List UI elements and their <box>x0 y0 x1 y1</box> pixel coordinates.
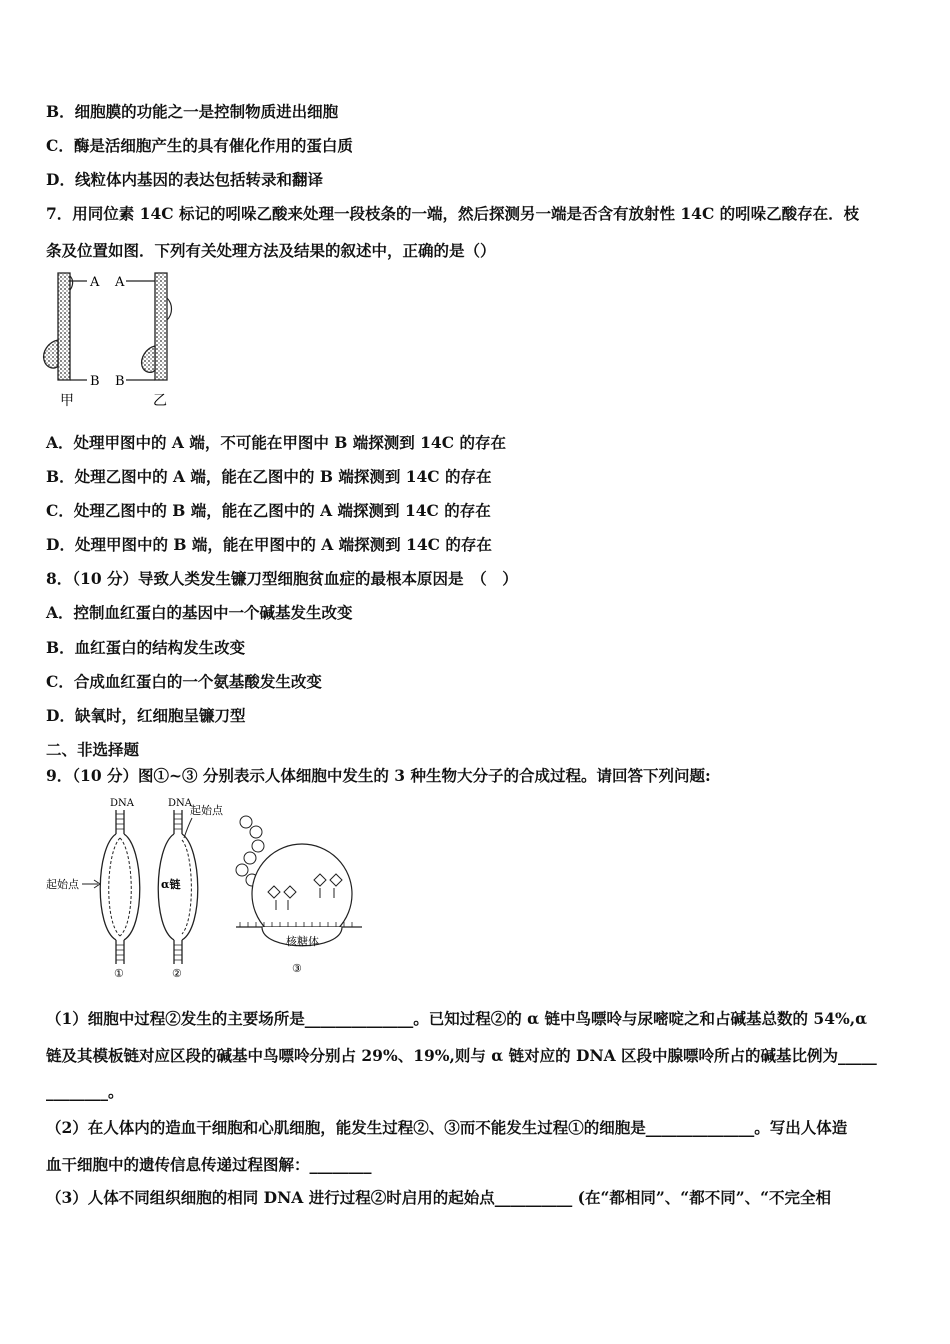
q7-option-a: A．处理甲图中的 A 端，不可能在甲图中 B 端探测到 14C 的存在 <box>46 433 506 452</box>
dna-label-2: DNA <box>168 798 192 809</box>
q9-part2-line2: 血干细胞中的遗传信息传递过程图解：________ <box>46 1155 372 1174</box>
q9-part1-line2: 链及其模板链对应区段的碱基中鸟嘌呤分别占 29%、19%,则与 α 链对应的 DNA 区段中腺嘌呤所占的碱基比例为_____ <box>46 1046 877 1065</box>
q9-part3-line1: （3）人体不同组织细胞的相同 DNA 进行过程②时启用的起始点__________ (在“都相同”、“都不同”、“不完全相 <box>46 1188 832 1207</box>
transcription-diagram <box>158 798 224 980</box>
q7-stem-line2: 条及位置如图．下列有关处理方法及结果的叙述中，正确的是（） <box>46 241 496 260</box>
q9-part2-line1: （2）在人体内的造血干细胞和心肌细胞，能发生过程②、③而不能发生过程①的细胞是______________。写出人体造 <box>46 1118 848 1137</box>
q7-option-d: D．处理甲图中的 B 端，能在甲图中的 A 端探测到 14C 的存在 <box>46 535 492 554</box>
q8-option-a: A．控制血红蛋白的基因中一个碱基发生改变 <box>46 603 353 622</box>
figure-number-2: ② <box>172 967 182 980</box>
q6-option-c: C．酶是活细胞产生的具有催化作用的蛋白质 <box>46 136 353 155</box>
origin-label-top: 起始点 <box>190 804 223 817</box>
label-b-jia: B <box>90 374 100 389</box>
q8-option-b: B．血红蛋白的结构发生改变 <box>46 638 246 657</box>
label-a-yi: A <box>115 275 125 290</box>
q8-stem: 8．（10 分）导致人类发生镰刀型细胞贫血症的最根本原因是 （ ） <box>46 569 518 588</box>
label-a-jia: A <box>90 275 100 290</box>
alpha-chain-label: α链 <box>161 878 181 891</box>
ribosome-label: 核糖体 <box>286 935 319 948</box>
caption-yi: 乙 <box>153 393 167 409</box>
replication-diagram <box>46 798 140 980</box>
branch-yi <box>142 273 172 380</box>
figure-number-1: ① <box>114 967 124 980</box>
q7-option-b: B．处理乙图中的 A 端，能在乙图中的 B 端探测到 14C 的存在 <box>46 467 492 486</box>
q7-stem-line1: 7．用同位素 14C 标记的吲哚乙酸来处理一段枝条的一端，然后探测另一端是否含有放射性 14C 的吲哚乙酸存在．枝 <box>46 204 860 223</box>
q9-part1-line3: ________。 <box>46 1082 124 1101</box>
q9-stem: 9．（10 分）图①~③ 分别表示人体细胞中发生的 3 种生物大分子的合成过程。请回答下列问题: <box>46 766 711 785</box>
q6-option-b: B．细胞膜的功能之一是控制物质进出细胞 <box>46 102 339 121</box>
figure-number-3: ③ <box>292 962 302 975</box>
translation-diagram <box>236 816 362 975</box>
label-b-yi: B <box>115 374 125 389</box>
section-heading: 二、非选择题 <box>46 740 140 759</box>
dna-label-1: DNA <box>110 798 134 809</box>
origin-label-left: 起始点 <box>46 878 79 891</box>
q9-part1-line1: （1）细胞中过程②发生的主要场所是______________。已知过程②的 α 链中鸟嘌呤与尿嘧啶之和占碱基总数的 54%,α <box>46 1009 868 1028</box>
caption-jia: 甲 <box>60 393 74 409</box>
q7-option-c: C．处理乙图中的 B 端，能在乙图中的 A 端探测到 14C 的存在 <box>46 501 491 520</box>
q7-branch-figure <box>40 268 200 413</box>
q6-option-d: D．线粒体内基因的表达包括转录和翻译 <box>46 170 323 189</box>
q9-synthesis-figure <box>44 792 364 982</box>
branch-jia <box>44 273 73 380</box>
q8-option-c: C．合成血红蛋白的一个氨基酸发生改变 <box>46 672 322 691</box>
q8-option-d: D．缺氧时，红细胞呈镰刀型 <box>46 706 246 725</box>
